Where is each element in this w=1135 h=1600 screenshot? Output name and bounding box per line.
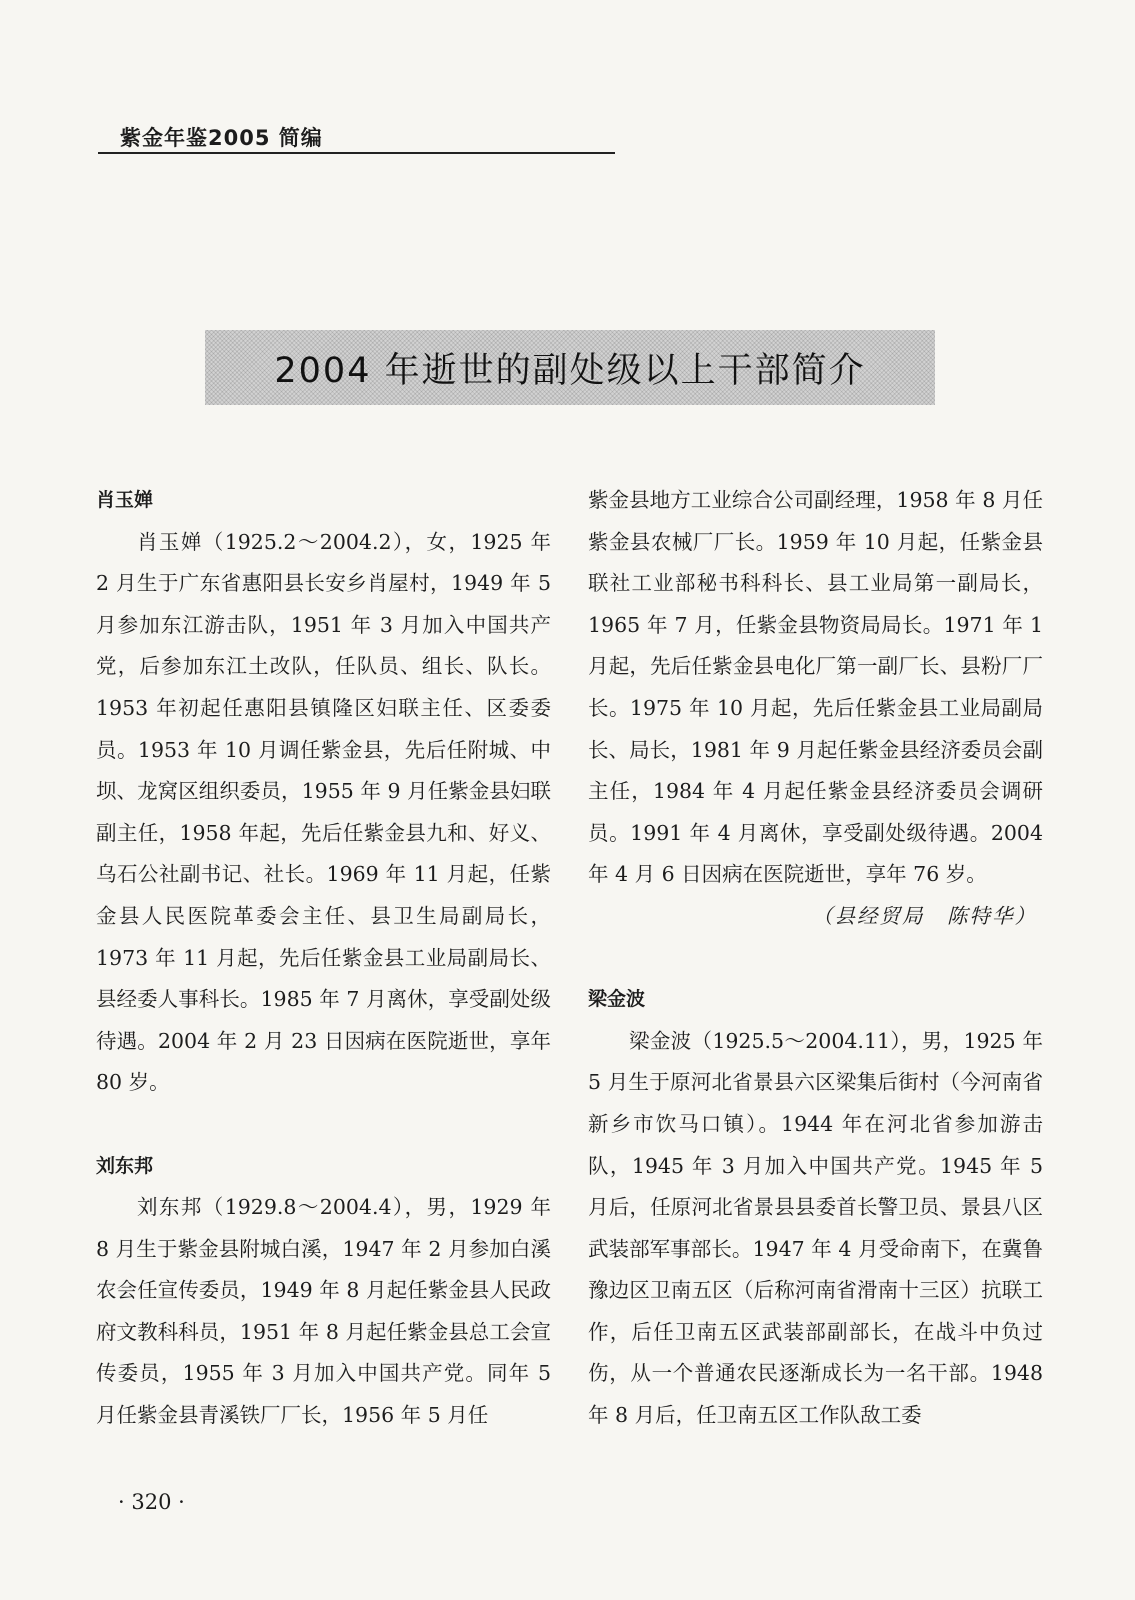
section-title-box (205, 330, 935, 405)
entry-name: 刘东邦 (96, 1154, 154, 1177)
header-rule (98, 152, 615, 154)
right-column (588, 480, 1043, 1437)
left-column (96, 480, 551, 1437)
entry-biography: 梁金波（1925.5～2004.11），男，1925 年 5 月生于原河北省景县六区梁集后街村（今河南省新乡市饮马口镇）。1944 年在河北省参加游击队，1945 年 3 月加入中国共产党。1945 年 5 月后，任原河北省景县县委首长警卫员、景县八区武装部军事部长。1947 年 4 月受命南下，在冀鲁豫边区卫南五区（后称河南省滑南十三区）抗联工作，后任卫南五区武装部副部长，在战斗中负过伤，从一个普通农民逐渐成长为一名干部。1948 年 8 月后，任卫南五区工作队敌工委 (588, 1028, 1043, 1428)
spacer (588, 938, 1043, 980)
running-header: 紫金年鉴2005 简编 (120, 126, 323, 150)
entry-biography: 肖玉婵（1925.2～2004.2），女，1925 年 2 月生于广东省惠阳县长安乡肖屋村，1949 年 5 月参加东江游击队，1951 年 3 月加入中国共产党，后参加东江土改队，任队员、组长、队长。1953 年初起任惠阳县镇隆区妇联主任、区委委员。1953 年 10 月调任紫金县，先后任附城、中坝、龙窝区组织委员，1955 年 9 月任紫金县妇联副主任，1958 年起，先后任紫金县九和、好义、乌石公社副书记、社长。1969 年 11 月起，任紫金县人民医院革委会主任、县卫生局副局长，1973 年 11 月起，先后任紫金县工业局副局长、县经委人事科长。1985 年 7 月离休，享受副处级待遇。2004 年 2 月 23 日因病在医院逝世，享年 80 岁。 (96, 529, 551, 1095)
spacer (96, 1104, 551, 1146)
section-title: 2004 年逝世的副处级以上干部简介 (274, 350, 866, 391)
entry-biography: 刘东邦（1929.8～2004.4），男，1929 年 8 月生于紫金县附城白溪，1947 年 2 月参加白溪农会任宣传委员，1949 年 8 月起任紫金县人民政府文教科科员，1951 年 8 月起任紫金县总工会宣传委员，1955 年 3 月加入中国共产党。同年 5 月任紫金县青溪铁厂厂长，1956 年 5 月任 (96, 1195, 551, 1428)
entry-biography-continued: 紫金县地方工业综合公司副经理，1958 年 8 月任紫金县农械厂厂长。1959 年 10 月起，任紫金县联社工业部秘书科科长、县工业局第一副局长，1965 年 7 月，任紫金县物资局局长。1971 年 1 月起，先后任紫金县电化厂第一副厂长、县粉厂厂长。1975 年 10 月起，先后任紫金县工业局副局长、局长，1981 年 9 月起任紫金县经济委员会副主任，1984 年 4 月起任紫金县经济委员会调研员。1991 年 4 月离休，享受副处级待遇。2004 年 4 月 6 日因病在医院逝世，享年 76 岁。 (588, 488, 1043, 887)
entry-name: 肖玉婵 (96, 489, 154, 511)
page-number: · 320 · (118, 1490, 185, 1514)
entry-signature: （县经贸局 陈特华） (812, 903, 1037, 928)
entry-name: 梁金波 (588, 988, 646, 1011)
